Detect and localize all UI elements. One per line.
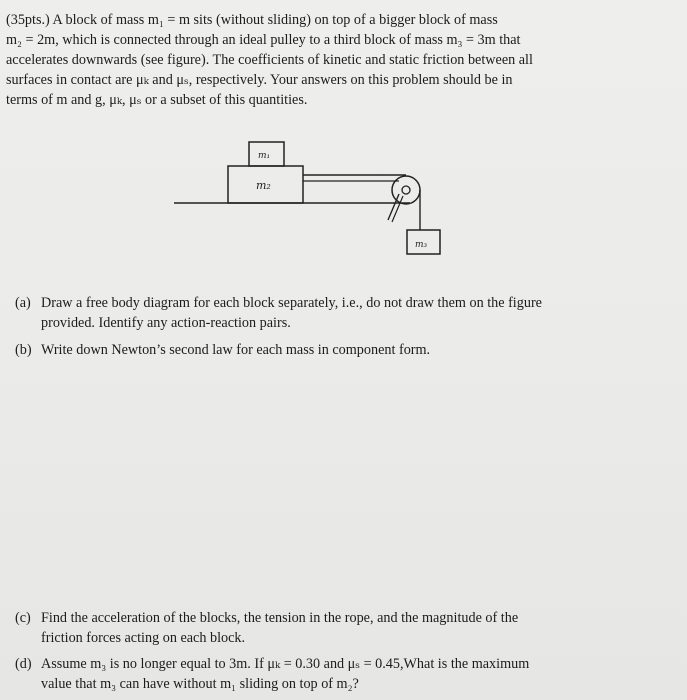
problem-line-5: terms of m and g, μₖ, μₛ or a subset of this quantities.: [6, 92, 308, 108]
part-d: [15, 654, 529, 694]
part-c-line-1: Find the acceleration of the blocks, the tension in the rope, and the magnitude of the: [41, 610, 519, 626]
pulley-bracket: [388, 194, 399, 220]
part-a-line-1: Draw a free body diagram for each block separately, i.e., do not draw them on the figure: [41, 295, 542, 311]
part-c: [15, 608, 518, 648]
part-a: [15, 293, 542, 333]
pulley-axle: [402, 186, 410, 194]
part-a-label: (a): [15, 295, 31, 311]
part-d-label: (d): [15, 656, 32, 672]
problem-line-2: m₂ = 2m, which is connected through an ideal pulley to a third block of mass m₃ = 3m that: [6, 32, 521, 48]
pulley-figure: [170, 130, 470, 270]
m1-label: m₁: [258, 151, 271, 161]
part-b: [15, 340, 430, 360]
problem-line-4: surfaces in contact are μₖ and μₛ, respectively. Your answers on this problem should be in: [6, 72, 513, 88]
part-b-line-1: Write down Newton’s second law for each mass in component form.: [41, 342, 431, 358]
pulley-bracket-2: [392, 196, 403, 222]
problem-line-3: accelerates downwards (see figure). The coefficients of kinetic and static friction between all: [6, 52, 533, 68]
problem-line-1: (35pts.) A block of mass m₁ = m sits (without sliding) on top of a bigger block of mass: [6, 12, 498, 28]
part-c-line-2: friction forces acting on each block.: [41, 630, 246, 646]
problem-statement: [6, 10, 610, 110]
part-c-label: (c): [15, 610, 31, 626]
part-a-line-2: provided. Identify any action-reaction pairs.: [41, 315, 291, 331]
part-b-label: (b): [15, 342, 32, 358]
part-d-line-1: Assume m₃ is no longer equal to 3m. If μₖ = 0.30 and μₛ = 0.45,What is the maximum: [41, 656, 530, 672]
part-d-line-2: value that m₃ can have without m₁ sliding on top of m₂?: [41, 676, 359, 692]
m2-label: m₂: [256, 179, 271, 192]
m3-label: m₃: [415, 240, 428, 250]
